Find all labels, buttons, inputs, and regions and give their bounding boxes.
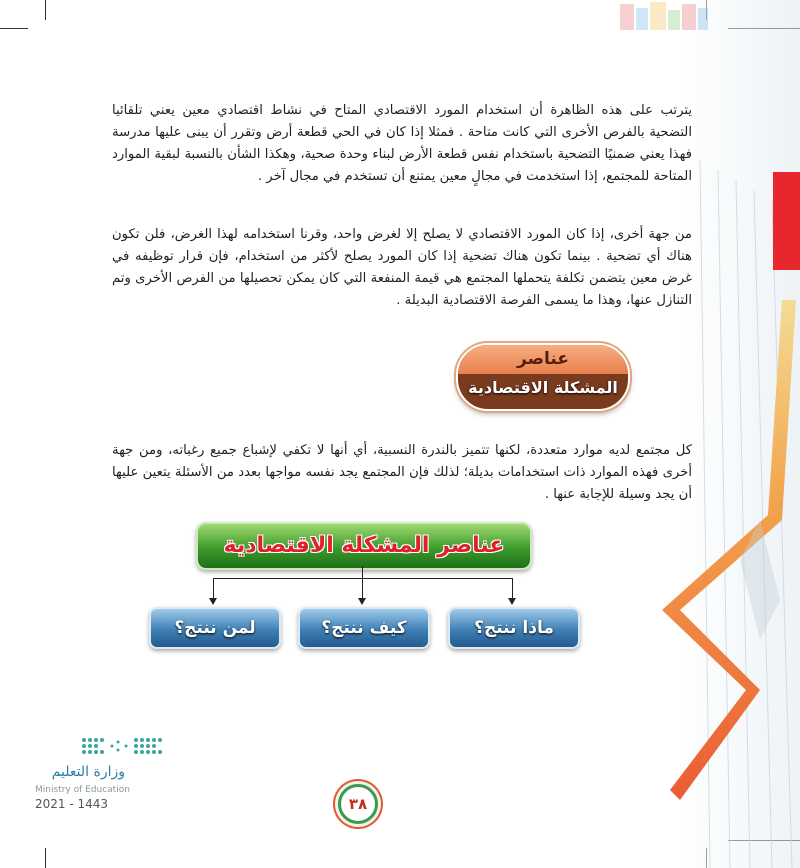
question-how-to-produce: كيف ننتج؟ — [298, 607, 430, 649]
ministry-name-arabic: وزارة التعليم — [51, 764, 125, 780]
paragraph-alternative-opportunity: من جهة أخرى، إذا كان المورد الاقتصادي لا يصلح إلا لغرض واحد، وقرنا استخدامه لهذا الغرض، فلن تكون هناك أي تضحية . بينما تكون هناك تضحية إذا كان المورد يصلح لأكثر من استخدام، فإن قرار توظيفه في غرض معين يتضمن تكلفة يتحملها المجتمع هي قيمة المنفعة التي كان يمكن تحصيلها من الفرص الأخرى وتم التنازل عنها، وهذا ما يسمى الفرصة الاقتصادية البديلة . — [112, 227, 692, 308]
crop-mark-tl-h — [0, 28, 28, 29]
badge-line-2: المشكلة الاقتصادية — [468, 378, 618, 397]
diagram-branch-right — [512, 578, 513, 600]
question-for-whom-to-produce: لمن ننتج؟ — [149, 607, 281, 649]
edition-year: 2021 - 1443 — [35, 797, 109, 811]
crop-mark-tl-v — [45, 0, 46, 20]
paragraph-opportunity-cost-intro: يترتب على هذه الظاهرة أن استخدام المورد الاقتصادي المتاح في نشاط اقتصادي معين يعني تلقائيا التضحية بالفرص الأخرى التي كانت متاحة . فمثلا إذا كان في الحي قطعة أرض وتقرر أن يبنى عليها مدرسة فهذا يعني ضمنيًا التضحية باستخدام نفس قطعة الأرض لبناء وحدة صحية، وهكذا الشأن بالنسبة لبقية الموارد المتاحة للمجتمع، إذا استخدمت في مجالٍ معين يمتنع أن تستخدم في مجال آخر . — [112, 103, 692, 184]
badge-line-1: عناصر — [517, 349, 569, 369]
diagram-branch-center — [362, 578, 363, 600]
diagram-header-economic-problem: عناصر المشكلة الاقتصادية — [196, 522, 532, 570]
page-number: ٣٨ — [338, 784, 378, 824]
diagram-connector-vertical — [362, 566, 363, 578]
arrow-down-icon — [209, 598, 217, 605]
arrow-down-icon — [508, 598, 516, 605]
diagram-connector-horizontal — [213, 578, 513, 579]
crop-mark-bl-v — [45, 848, 46, 868]
red-tab — [773, 172, 800, 270]
question-what-to-produce: ماذا ننتج؟ — [448, 607, 580, 649]
diagram-branch-left — [213, 578, 214, 600]
ministry-logo-icon — [78, 732, 164, 760]
ministry-name-english: Ministry of Education — [35, 785, 130, 795]
paragraph-society-resources: كل مجتمع لديه موارد متعددة، لكنها تتميز بالندرة النسبية، أي أنها لا تكفي لإشباع جميع رغباته، ومن جهة أخرى فهذه الموارد ذات استخدامات بديلة؛ لذلك فإن المجتمع يجد نفسه مواجها بعدد من الأسئلة يتعين عليها أن يجد وسيلة للإجابة عنها . — [112, 443, 692, 502]
section-badge-economic-problem-elements — [456, 343, 630, 411]
arrow-down-icon — [358, 598, 366, 605]
